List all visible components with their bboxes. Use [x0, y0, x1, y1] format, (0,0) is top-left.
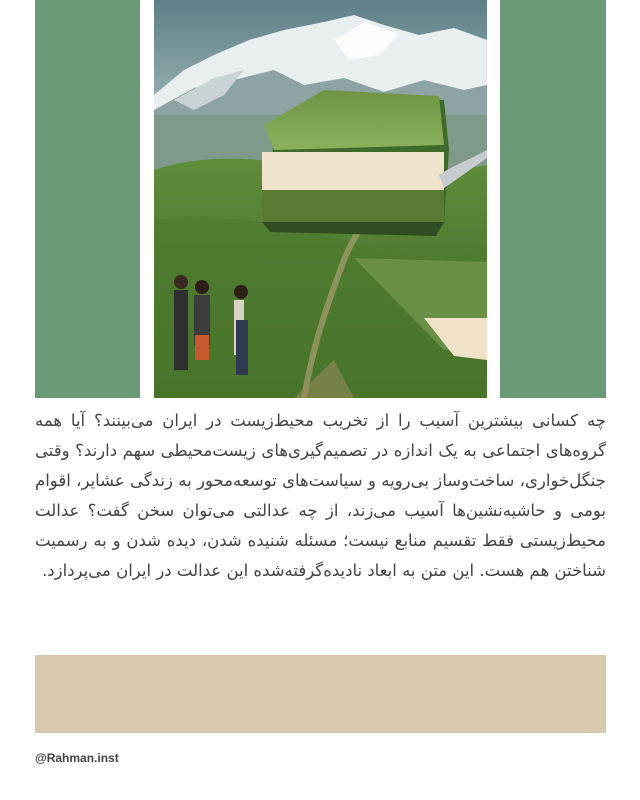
instagram-handle[interactable]: @Rahman.inst [35, 751, 119, 765]
left-green-panel [35, 0, 140, 398]
article-paragraph: چه کسانی بیشترین آسیب را از تخریب محیط‌زیست در ایران می‌بینند؟ آیا همه گروه‌های اجتماعی به یک اندازه در تصمیم‌گیری‌های زیست‌محیطی سهم دارند؟ وقتی جنگل‌خواری، ساخت‌وساز بی‌رویه و سیاست‌های توسعه‌محور به زندگی عشایر، اقوام بومی و حاشیه‌نشین‌ها آسیب می‌زند، از چه عدالتی می‌توان سخن گفت؟ عدالت محیط‌زیستی فقط تقسیم منابع نیست؛ مسئله شنیده شدن، دیده شدن و به رسمیت شناختن هم هست. این متن به ابعاد نادیده‌گرفته‌شده این عدالت در ایران می‌پردازد. [35, 411, 606, 580]
collage-photo [154, 0, 487, 398]
right-green-panel [500, 0, 606, 398]
footer-beige-box [35, 655, 606, 733]
